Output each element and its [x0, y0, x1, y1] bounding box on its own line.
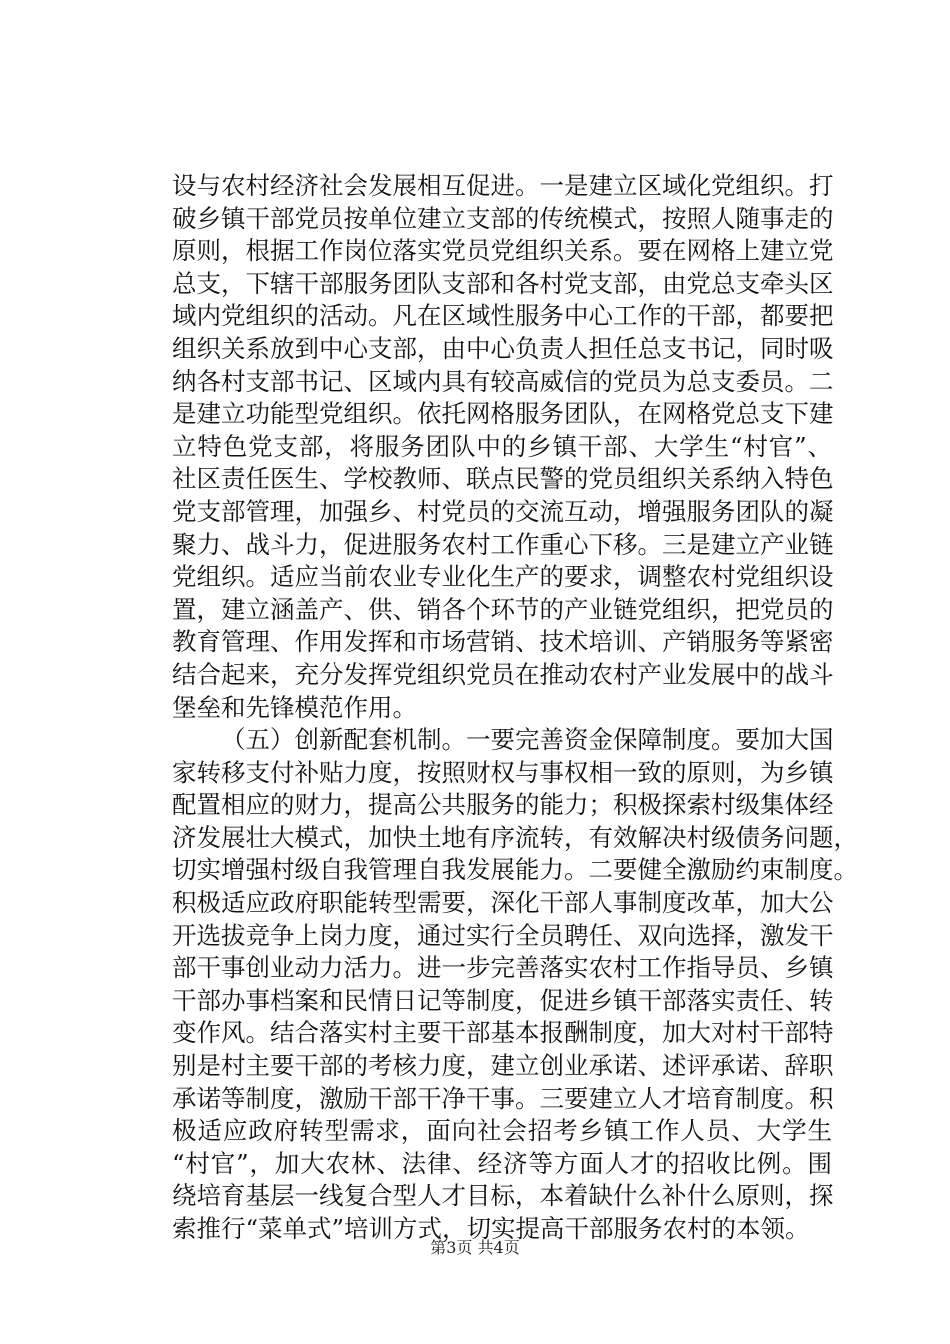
text-line: 济发展壮大模式，加快土地有序流转，有效解决村级债务问题，	[172, 822, 858, 852]
body-text	[172, 170, 858, 1246]
text-line: 域内党组织的活动。凡在区域性服务中心工作的干部，都要把	[172, 301, 834, 331]
text-line: 设与农村经济社会发展相互促进。一是建立区域化党组织。打	[172, 171, 834, 200]
text-line: 变作风。结合落实村主要干部基本报酬制度，加大对村干部特	[172, 1018, 834, 1048]
text-line: 总支，下辖干部服务团队支部和各村党支部，由党总支牵头区	[172, 268, 834, 298]
text-line: 开选拔竞争上岗力度，通过实行全员聘任、双向选择，激发干	[172, 920, 834, 950]
text-line: 别是村主要干部的考核力度，建立创业承诺、述评承诺、辞职	[172, 1051, 834, 1081]
text-line: 索推行“菜单式”培训方式，切实提高干部服务农村的本领。	[172, 1214, 810, 1243]
text-line: 切实增强村级自我管理自我发展能力。二要健全激励约束制度。	[172, 855, 858, 885]
text-line: 纳各村支部书记、区域内具有较高威信的党员为总支委员。二	[172, 366, 834, 396]
text-line: 原则，根据工作岗位落实党员党组织关系。要在网格上建立党	[172, 236, 834, 266]
text-line: 立特色党支部，将服务团队中的乡镇干部、大学生“村官”、	[172, 431, 832, 461]
paragraph-first-line: （五）创新配套机制。一要完善资金保障制度。要加大国	[221, 725, 834, 755]
text-line: 配置相应的财力，提高公共服务的能力；积极探索村级集体经	[172, 790, 834, 820]
text-line: 极适应政府转型需求，面向社会招考乡镇工作人员、大学生	[172, 1116, 832, 1146]
text-line: 党组织。适应当前农业专业化生产的要求，调整农村党组织设	[172, 562, 834, 592]
text-line: 绕培育基层一线复合型人才目标，本着缺什么补什么原则，探	[172, 1181, 834, 1211]
text-line: 家转移支付补贴力度，按照财权与事权相一致的原则，为乡镇	[172, 757, 834, 787]
text-line: 承诺等制度，激励干部干净干事。三要建立人才培育制度。积	[172, 1083, 834, 1113]
page-number-label: 第3页 共4页	[430, 1238, 520, 1257]
text-line: 社区责任医生、学校教师、联点民警的党员组织关系纳入特色	[172, 464, 834, 494]
text-line: 积极适应政府职能转型需要，深化干部人事制度改革，加大公	[172, 888, 834, 918]
text-line: 党支部管理，加强乡、村党员的交流互动，增强服务团队的凝	[172, 496, 834, 526]
text-line: 干部办事档案和民情日记等制度，促进乡镇干部落实责任、转	[172, 985, 834, 1015]
page-footer	[0, 1238, 950, 1258]
text-line: 聚力、战斗力，促进服务农村工作重心下移。三是建立产业链	[172, 529, 834, 559]
text-line: 教育管理、作用发挥和市场营销、技术培训、产销服务等紧密	[172, 627, 834, 657]
text-line: 组织关系放到中心支部，由中心负责人担任总支书记，同时吸	[172, 333, 834, 363]
text-line: 置，建立涵盖产、供、销各个环节的产业链党组织，把党员的	[172, 594, 834, 624]
text-line: 破乡镇干部党员按单位建立支部的传统模式，按照人随事走的	[172, 203, 834, 233]
text-line: 是建立功能型党组织。依托网格服务团队，在网格党总支下建	[172, 399, 834, 429]
text-line: 部干事创业动力活力。进一步完善落实农村工作指导员、乡镇	[172, 953, 834, 983]
text-line: 结合起来，充分发挥党组织党员在推动农村产业发展中的战斗	[172, 659, 834, 689]
text-line: 堡垒和先锋模范作用。	[172, 692, 417, 722]
text-line: “村官”，加大农林、法律、经济等方面人才的招收比例。围	[172, 1148, 832, 1178]
